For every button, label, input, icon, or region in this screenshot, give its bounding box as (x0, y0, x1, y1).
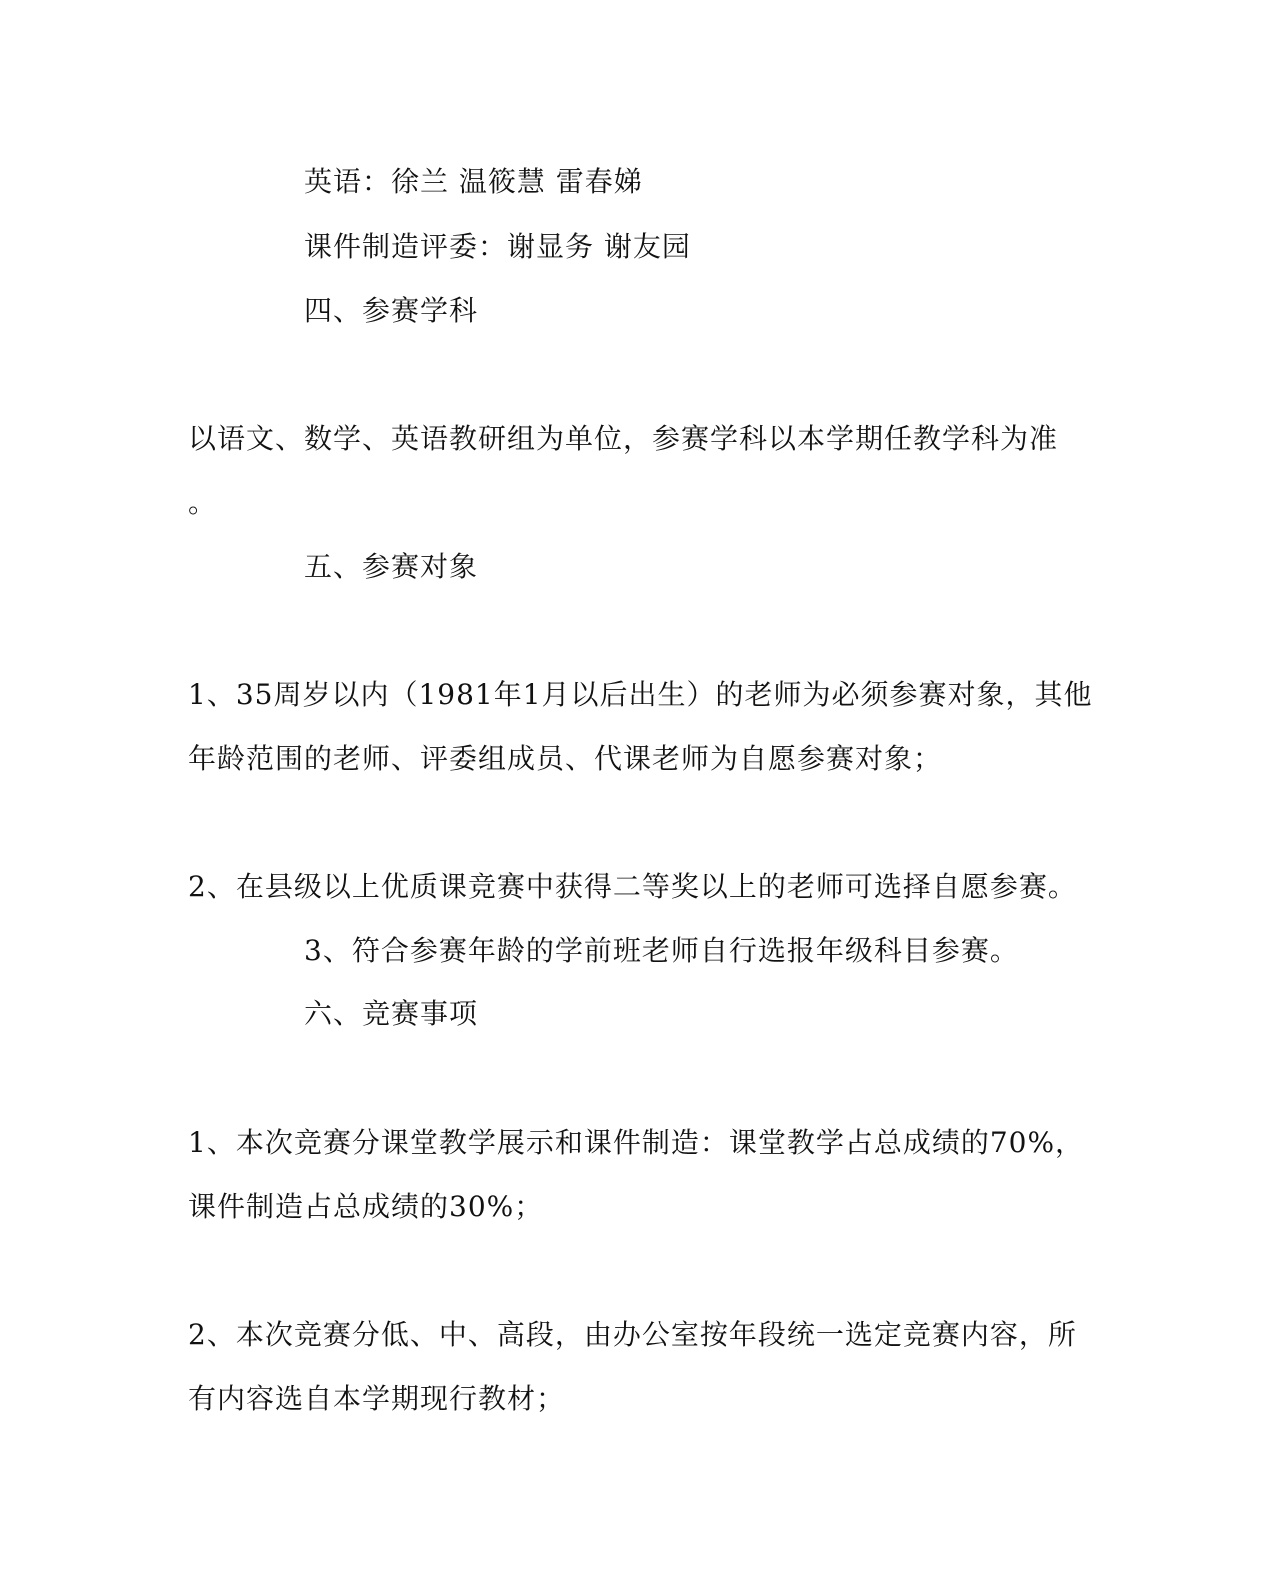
matters-item-1-line-2: 课件制造占总成绩的30%； (188, 1190, 544, 1223)
section-heading-subjects: 四、参赛学科 (304, 294, 479, 327)
participants-item-3: 3、符合参赛年龄的学前班老师自行选报年级科目参赛。 (304, 934, 1019, 967)
matters-item-1-line-1: 1、本次竞赛分课堂教学展示和课件制造：课堂教学占总成绩的70%， (188, 1126, 1085, 1159)
section-heading-matters: 六、竞赛事项 (304, 997, 479, 1030)
subjects-paragraph-line-2: 。 (188, 486, 218, 519)
matters-item-2-line-1: 2、本次竞赛分低、中、高段，由办公室按年段统一选定竞赛内容，所 (188, 1318, 1077, 1351)
judges-courseware-line: 课件制造评委：谢显务 谢友园 (304, 230, 691, 263)
participants-item-1-line-2: 年龄范围的老师、评委组成员、代课老师为自愿参赛对象； (188, 742, 943, 775)
section-heading-participants: 五、参赛对象 (304, 550, 479, 583)
subjects-paragraph-line-1: 以语文、数学、英语教研组为单位，参赛学科以本学期任教学科为准 (188, 422, 1059, 455)
matters-item-2-line-2: 有内容选自本学期现行教材； (188, 1382, 566, 1415)
participants-item-2: 2、在县级以上优质课竞赛中获得二等奖以上的老师可选择自愿参赛。 (188, 870, 1077, 903)
participants-item-1-line-1: 1、35周岁以内（1981年1月以后出生）的老师为必须参赛对象，其他 (188, 678, 1093, 711)
judges-english-line: 英语：徐兰 温筱慧 雷春娣 (304, 165, 643, 198)
